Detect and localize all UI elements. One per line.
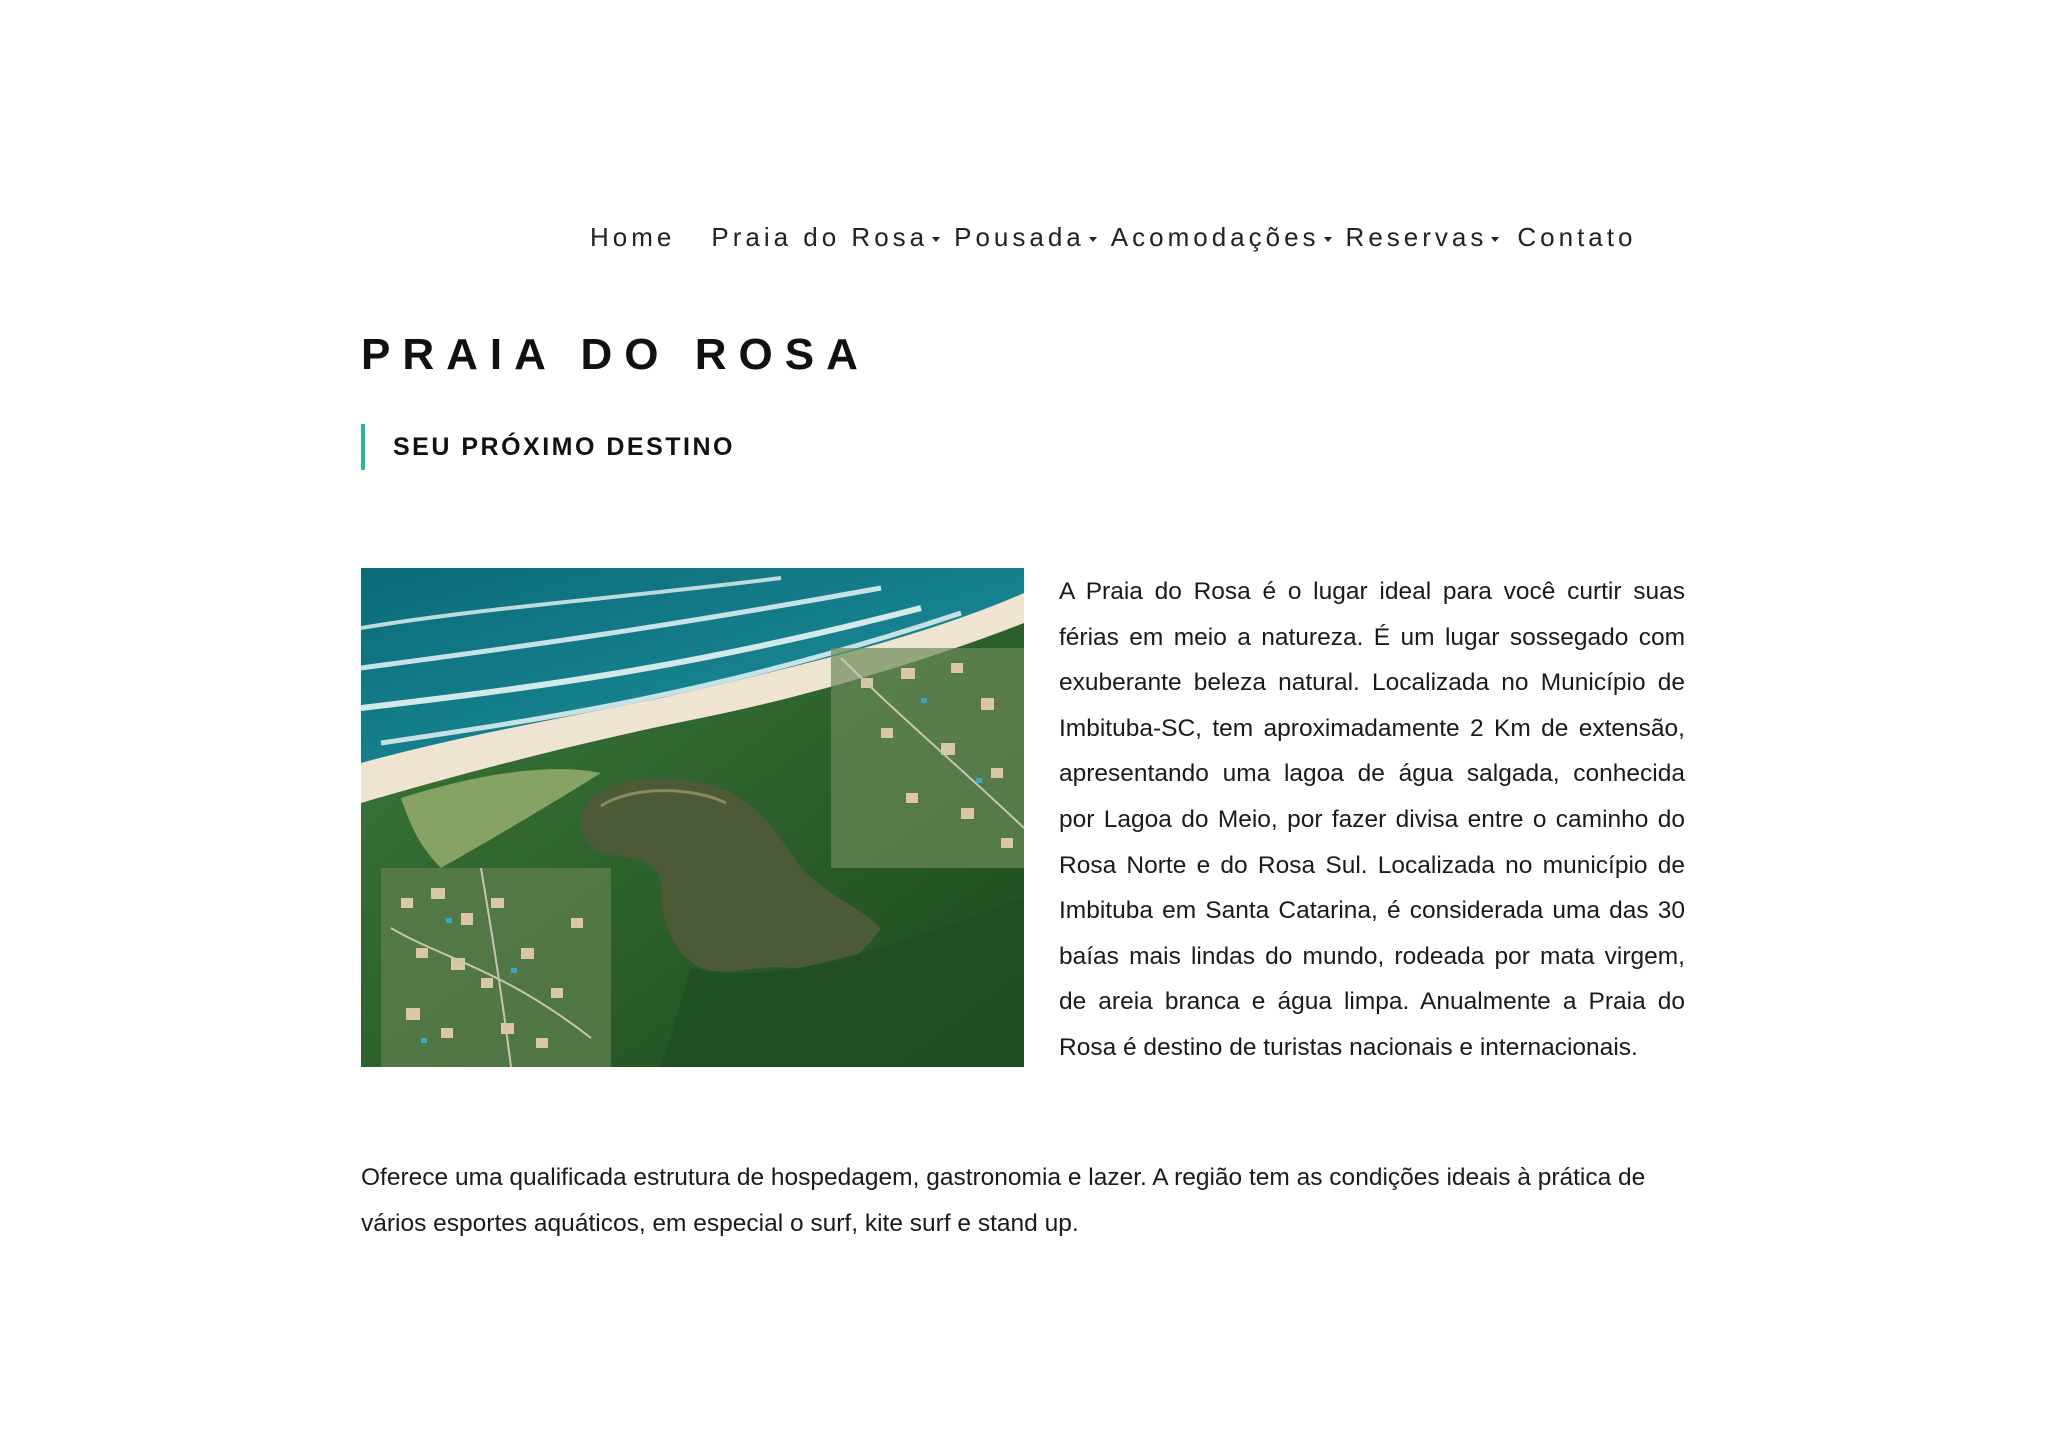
nav-item-reservas[interactable] xyxy=(1346,222,1500,253)
nav-item-praia-do-rosa[interactable] xyxy=(711,222,940,253)
caret-down-icon xyxy=(1324,237,1332,242)
page-subtitle: SEU PRÓXIMO DESTINO xyxy=(393,432,735,461)
nav-item-label: Contato xyxy=(1517,222,1637,252)
structure-paragraph: Oferece uma qualificada estrutura de hospedagem, gastronomia e lazer. A região tem as condições ideais à prática de vários esportes aquáticos, em especial o surf, kite surf e stand up. xyxy=(361,1164,1646,1237)
caret-down-icon xyxy=(932,237,940,242)
caret-down-icon xyxy=(1089,237,1097,242)
nav-item-label: Pousada xyxy=(954,222,1085,252)
nav-item-label: Acomodações xyxy=(1110,222,1320,252)
aerial-beach-photo xyxy=(361,568,1024,1067)
nav-item-pousada[interactable] xyxy=(954,222,1097,253)
nav-item-home[interactable] xyxy=(590,222,675,253)
nav-item-label: Reservas xyxy=(1345,222,1488,252)
main-nav xyxy=(590,222,1636,253)
nav-item-label: Praia do Rosa xyxy=(711,222,929,252)
nav-item-acomodacoes[interactable] xyxy=(1111,222,1332,253)
page-title: PRAIA DO ROSA xyxy=(361,330,870,379)
intro-paragraph: A Praia do Rosa é o lugar ideal para você curtir suas férias em meio a natureza. É um lugar sossegado com exuberante beleza natural. Localizada no Município de Imbituba-SC, tem aproximadamente 2 Km de extensão, apresentando uma lagoa de água salgada, conhecida por Lagoa do Meio, por fazer divisa entre o caminho do Rosa Norte e do Rosa Sul. Localizada no município de Imbituba em Santa Catarina, é considerada uma das 30 baías mais lindas do mundo, rodeada por mata virgem, de areia branca e água limpa. Anualmente a Praia do Rosa é destino de turistas nacionais e internacionais. xyxy=(1059,578,1685,1061)
subtitle-block xyxy=(361,424,735,470)
nav-item-contato[interactable] xyxy=(1517,222,1636,253)
aerial-photo-illustration xyxy=(361,568,1024,1067)
nav-item-label: Home xyxy=(590,222,676,252)
caret-down-icon xyxy=(1491,237,1499,242)
